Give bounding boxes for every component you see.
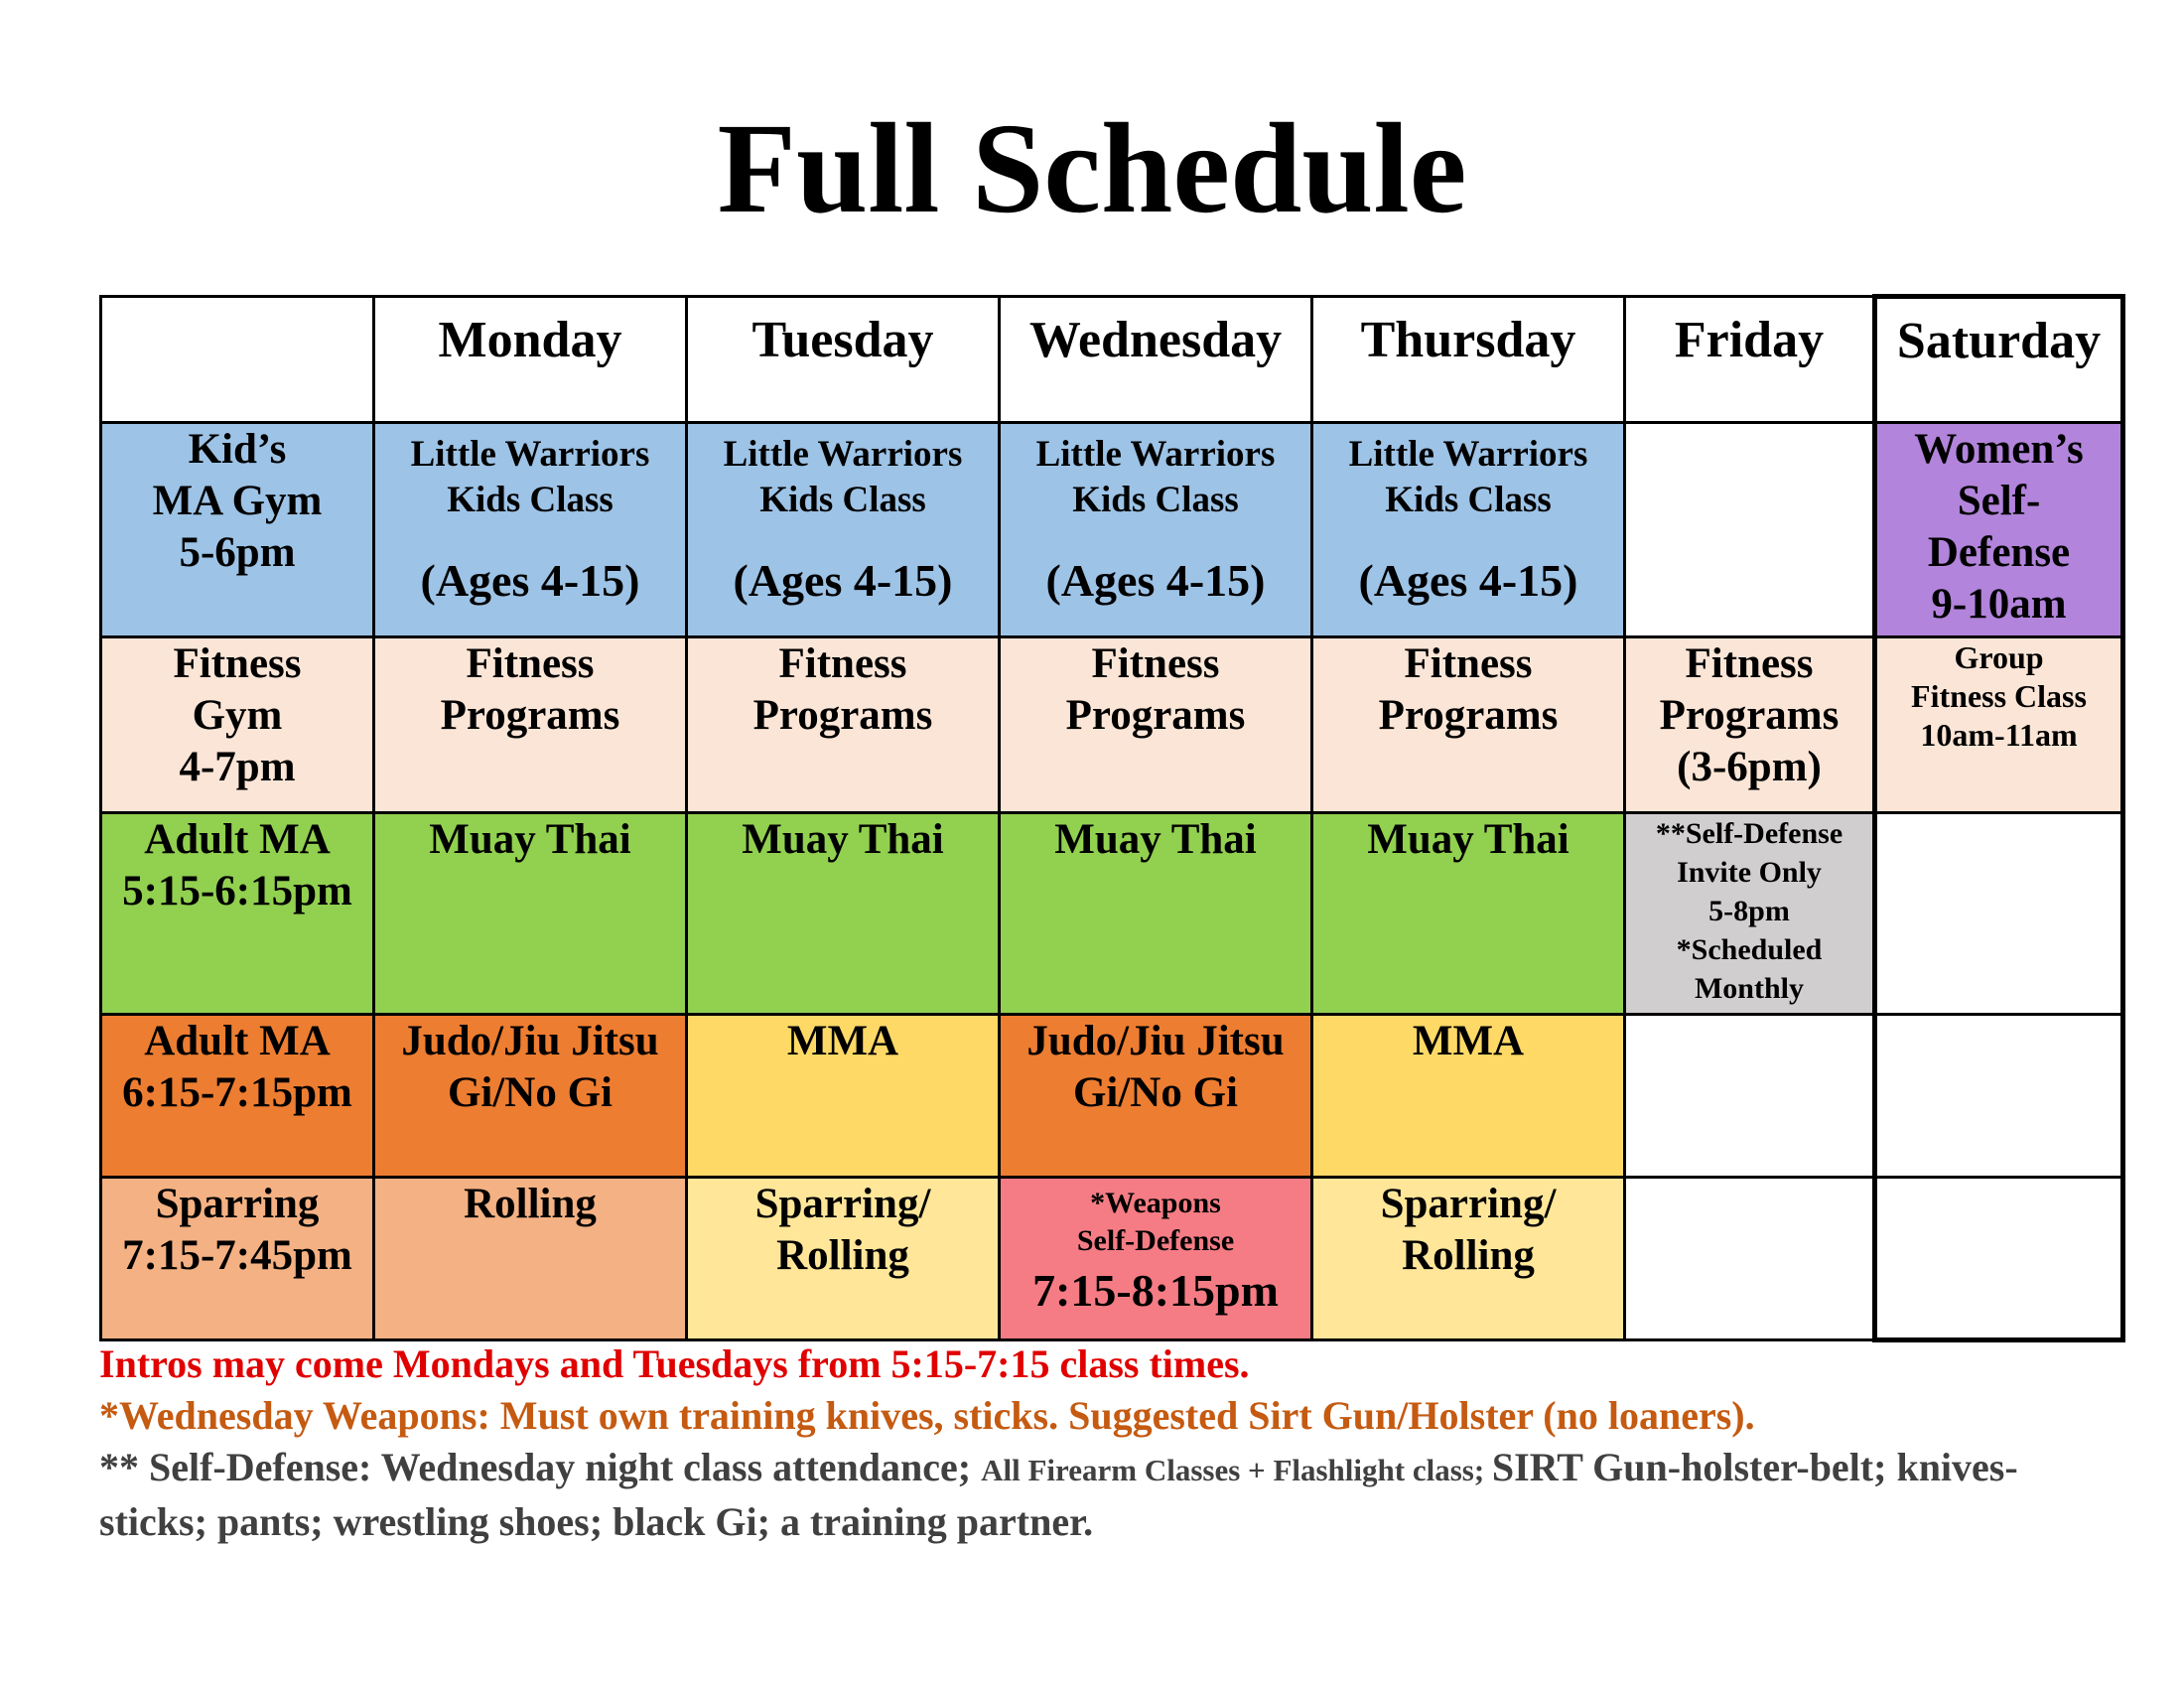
- day-header-monday: Monday: [374, 297, 687, 423]
- schedule-notes: [99, 1338, 2124, 1548]
- day-header-tuesday: Tuesday: [687, 297, 1000, 423]
- class-cell-muay-thai-wednesday: Muay Thai: [1000, 813, 1312, 1015]
- schedule-row-fitness: [101, 637, 2123, 813]
- class-cell-little-warriors-thursday: Little Warriors Kids Class (Ages 4-15): [1312, 423, 1625, 637]
- note-weapons: *Wednesday Weapons: Must own training knives, sticks. Suggested Sirt Gun/Holster (no loaners).: [99, 1393, 1755, 1438]
- class-cell-muay-thai-tuesday: Muay Thai: [687, 813, 1000, 1015]
- note-self-defense-firearm: All Firearm Classes + Flashlight class;: [981, 1453, 1492, 1487]
- class-cell-little-warriors-wednesday: Little Warriors Kids Class (Ages 4-15): [1000, 423, 1312, 637]
- row-label-fitness: Fitness Gym 4-7pm: [101, 637, 374, 813]
- class-cell-fitness-monday: Fitness Programs: [374, 637, 687, 813]
- empty-cell-saturday-adult-ma-early: [1875, 813, 2123, 1015]
- schedule-row-kids: [101, 423, 2123, 637]
- page-title: Full Schedule: [717, 97, 1467, 240]
- schedule-row-sparring: [101, 1178, 2123, 1340]
- schedule-row-adult-ma-late: [101, 1015, 2123, 1178]
- empty-cell-friday-sparring: [1625, 1178, 1875, 1340]
- class-cell-weapons-wednesday: *Weapons Self-Defense 7:15-8:15pm: [1000, 1178, 1312, 1340]
- note-self-defense: [99, 1442, 2124, 1548]
- class-cell-womens-self-defense-saturday: Women’s Self- Defense 9-10am: [1875, 423, 2123, 637]
- row-label-adult-ma-late: Adult MA 6:15-7:15pm: [101, 1015, 374, 1178]
- empty-cell-saturday-adult-ma-late: [1875, 1015, 2123, 1178]
- row-label-kids: Kid’s MA Gym 5-6pm: [101, 423, 374, 637]
- class-cell-fitness-thursday: Fitness Programs: [1312, 637, 1625, 813]
- note-self-defense-part2: SIRT Gun-holster-belt; knives-sticks; pants; wrestling shoes; black Gi; a training partner.: [99, 1445, 2018, 1544]
- note-intros: Intros may come Mondays and Tuesdays from 5:15-7:15 class times.: [99, 1341, 1250, 1386]
- empty-cell-friday-adult-ma-late: [1625, 1015, 1875, 1178]
- class-cell-little-warriors-monday: Little Warriors Kids Class (Ages 4-15): [374, 423, 687, 637]
- class-cell-muay-thai-thursday: Muay Thai: [1312, 813, 1625, 1015]
- class-cell-fitness-tuesday: Fitness Programs: [687, 637, 1000, 813]
- class-cell-sparring-rolling-thursday: Sparring/ Rolling: [1312, 1178, 1625, 1340]
- class-cell-fitness-friday: Fitness Programs (3-6pm): [1625, 637, 1875, 813]
- class-cell-rolling-monday: Rolling: [374, 1178, 687, 1340]
- class-cell-mma-thursday: MMA: [1312, 1015, 1625, 1178]
- class-cell-little-warriors-tuesday: Little Warriors Kids Class (Ages 4-15): [687, 423, 1000, 637]
- class-cell-mma-tuesday: MMA: [687, 1015, 1000, 1178]
- day-header-thursday: Thursday: [1312, 297, 1625, 423]
- class-cell-group-fitness-saturday: Group Fitness Class 10am-11am: [1875, 637, 2123, 813]
- row-label-adult-ma-early: Adult MA 5:15-6:15pm: [101, 813, 374, 1015]
- row-label-sparring: Sparring 7:15-7:45pm: [101, 1178, 374, 1340]
- empty-cell-friday-kids: [1625, 423, 1875, 637]
- header-row: [101, 297, 2123, 423]
- day-header-wednesday: Wednesday: [1000, 297, 1312, 423]
- note-self-defense-part1: ** Self-Defense: Wednesday night class attendance;: [99, 1445, 982, 1489]
- day-header-saturday: Saturday: [1875, 297, 2123, 423]
- class-cell-self-defense-invite-friday: **Self-Defense Invite Only 5-8pm *Scheduled Monthly: [1625, 813, 1875, 1015]
- day-header-friday: Friday: [1625, 297, 1875, 423]
- empty-cell-saturday-sparring: [1875, 1178, 2123, 1340]
- schedule-table: [99, 294, 2125, 1342]
- schedule-row-adult-ma-early: [101, 813, 2123, 1015]
- class-cell-judo-monday: Judo/Jiu Jitsu Gi/No Gi: [374, 1015, 687, 1178]
- class-cell-sparring-rolling-tuesday: Sparring/ Rolling: [687, 1178, 1000, 1340]
- class-cell-fitness-wednesday: Fitness Programs: [1000, 637, 1312, 813]
- class-cell-muay-thai-monday: Muay Thai: [374, 813, 687, 1015]
- class-cell-judo-wednesday: Judo/Jiu Jitsu Gi/No Gi: [1000, 1015, 1312, 1178]
- header-corner: [101, 297, 374, 423]
